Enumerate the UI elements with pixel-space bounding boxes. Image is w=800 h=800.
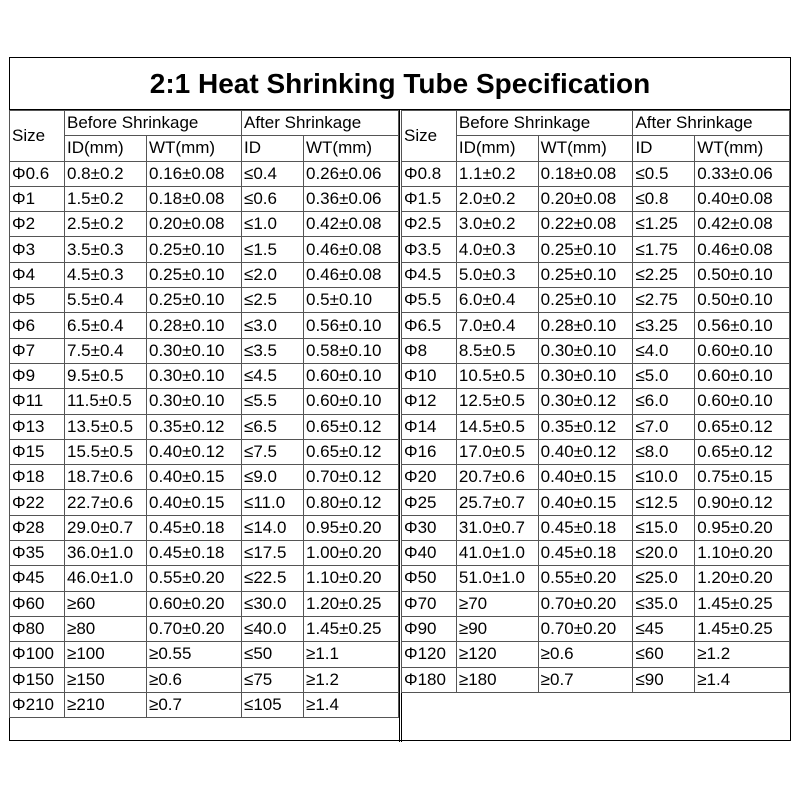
size-cell: Φ6	[10, 313, 65, 338]
after-wt-cell: 0.50±0.10	[695, 262, 790, 287]
table-row	[10, 616, 399, 641]
after-id-cell: ≤0.4	[242, 161, 304, 186]
before-wt-cell: 0.30±0.10	[538, 338, 633, 363]
before-wt-cell: 0.25±0.10	[538, 288, 633, 313]
after-wt-cell: ≥1.4	[304, 692, 399, 717]
after-id-cell: ≤0.6	[242, 186, 304, 211]
table-row	[10, 161, 399, 186]
table-row	[402, 515, 790, 540]
size-cell: Φ2.5	[402, 212, 457, 237]
after-wt-cell: 0.60±0.10	[695, 338, 790, 363]
size-cell: Φ18	[10, 465, 65, 490]
table-row	[402, 642, 790, 667]
before-wt-cell: 0.30±0.10	[147, 363, 242, 388]
table-row	[402, 667, 790, 692]
after-id-cell: ≤2.5	[242, 288, 304, 313]
after-wt-cell: 1.00±0.20	[304, 541, 399, 566]
size-cell: Φ120	[402, 642, 457, 667]
before-id-cell: 5.0±0.3	[456, 262, 538, 287]
size-header: Size	[10, 111, 65, 162]
before-id-cell: 2.0±0.2	[456, 186, 538, 211]
before-id-cell: 3.5±0.3	[65, 237, 147, 262]
subheader-row	[402, 136, 790, 161]
before-wt-cell: 0.20±0.08	[147, 212, 242, 237]
after-id-cell: ≤7.0	[633, 414, 695, 439]
after-wt-cell: 0.36±0.06	[304, 186, 399, 211]
table-row	[402, 439, 790, 464]
after-id-cell: ≤1.75	[633, 237, 695, 262]
after-wt-cell: 0.5±0.10	[304, 288, 399, 313]
before-id-cell: 8.5±0.5	[456, 338, 538, 363]
before-wt-cell: ≥0.55	[147, 642, 242, 667]
before-wt-cell: 0.60±0.20	[147, 591, 242, 616]
after-id-cell: ≤2.25	[633, 262, 695, 287]
before-id-cell: 6.5±0.4	[65, 313, 147, 338]
after-id-cell: ≤14.0	[242, 515, 304, 540]
after-id-header: ID	[633, 136, 695, 161]
before-id-cell: 7.5±0.4	[65, 338, 147, 363]
size-cell: Φ5	[10, 288, 65, 313]
after-wt-cell: ≥1.4	[695, 667, 790, 692]
after-id-cell: ≤6.0	[633, 389, 695, 414]
after-id-cell: ≤45	[633, 616, 695, 641]
before-wt-cell: 0.28±0.10	[147, 313, 242, 338]
after-id-cell: ≤4.0	[633, 338, 695, 363]
before-id-cell: ≥90	[456, 616, 538, 641]
after-wt-cell: 0.56±0.10	[695, 313, 790, 338]
after-id-cell: ≤0.8	[633, 186, 695, 211]
after-wt-cell: 0.50±0.10	[695, 288, 790, 313]
after-id-cell: ≤3.25	[633, 313, 695, 338]
table-row	[10, 363, 399, 388]
after-id-cell: ≤25.0	[633, 566, 695, 591]
after-id-cell: ≤3.5	[242, 338, 304, 363]
table-row	[402, 541, 790, 566]
before-wt-cell: ≥0.7	[147, 692, 242, 717]
size-cell: Φ3	[10, 237, 65, 262]
after-wt-cell: 0.58±0.10	[304, 338, 399, 363]
before-id-cell: ≥100	[65, 642, 147, 667]
before-id-header: ID(mm)	[456, 136, 538, 161]
before-wt-cell: 0.18±0.08	[538, 161, 633, 186]
size-cell: Φ25	[402, 490, 457, 515]
before-id-cell: 4.0±0.3	[456, 237, 538, 262]
size-cell: Φ4.5	[402, 262, 457, 287]
before-id-cell: ≥60	[65, 591, 147, 616]
after-wt-cell: 1.10±0.20	[304, 566, 399, 591]
after-wt-cell: 0.60±0.10	[304, 389, 399, 414]
size-cell: Φ1	[10, 186, 65, 211]
after-wt-cell: 0.60±0.10	[304, 363, 399, 388]
after-wt-cell: ≥1.2	[304, 667, 399, 692]
before-id-cell: 36.0±1.0	[65, 541, 147, 566]
before-id-cell: 51.0±1.0	[456, 566, 538, 591]
before-id-cell: 11.5±0.5	[65, 389, 147, 414]
after-id-cell: ≤5.0	[633, 363, 695, 388]
table-row	[10, 389, 399, 414]
before-id-cell: 20.7±0.6	[456, 465, 538, 490]
after-id-cell: ≤35.0	[633, 591, 695, 616]
after-id-cell: ≤10.0	[633, 465, 695, 490]
size-cell: Φ60	[10, 591, 65, 616]
after-id-cell: ≤9.0	[242, 465, 304, 490]
after-id-cell: ≤30.0	[242, 591, 304, 616]
after-id-cell: ≤2.0	[242, 262, 304, 287]
size-cell: Φ20	[402, 465, 457, 490]
before-wt-cell: 0.30±0.10	[538, 363, 633, 388]
table-row	[10, 439, 399, 464]
after-id-cell: ≤5.5	[242, 389, 304, 414]
before-id-cell: 17.0±0.5	[456, 439, 538, 464]
before-id-cell: 14.5±0.5	[456, 414, 538, 439]
before-id-cell: 25.7±0.7	[456, 490, 538, 515]
table-row	[10, 642, 399, 667]
before-id-cell: 22.7±0.6	[65, 490, 147, 515]
before-id-cell: ≥120	[456, 642, 538, 667]
size-cell: Φ14	[402, 414, 457, 439]
size-cell: Φ16	[402, 439, 457, 464]
before-id-cell: ≥70	[456, 591, 538, 616]
after-wt-cell: 0.70±0.12	[304, 465, 399, 490]
spec-sheet	[9, 57, 791, 741]
before-wt-cell: 0.45±0.18	[538, 541, 633, 566]
after-id-cell: ≤20.0	[633, 541, 695, 566]
before-wt-cell: 0.70±0.20	[538, 616, 633, 641]
before-wt-cell: 0.55±0.20	[147, 566, 242, 591]
before-wt-cell: 0.16±0.08	[147, 161, 242, 186]
before-id-cell: 13.5±0.5	[65, 414, 147, 439]
after-wt-cell: 0.95±0.20	[695, 515, 790, 540]
after-wt-cell: 0.40±0.08	[695, 186, 790, 211]
table-row	[10, 692, 399, 717]
size-cell: Φ28	[10, 515, 65, 540]
before-wt-cell: 0.45±0.18	[147, 541, 242, 566]
before-wt-cell: 0.30±0.12	[538, 389, 633, 414]
before-id-cell: 9.5±0.5	[65, 363, 147, 388]
size-header: Size	[402, 111, 457, 162]
before-id-cell: ≥210	[65, 692, 147, 717]
before-wt-cell: ≥0.7	[538, 667, 633, 692]
size-cell: Φ3.5	[402, 237, 457, 262]
before-wt-cell: 0.40±0.15	[147, 465, 242, 490]
before-wt-cell: 0.25±0.10	[538, 262, 633, 287]
table-row	[10, 237, 399, 262]
before-wt-cell: 0.30±0.10	[147, 338, 242, 363]
table-row	[10, 313, 399, 338]
before-id-cell: 18.7±0.6	[65, 465, 147, 490]
before-wt-cell: 0.18±0.08	[147, 186, 242, 211]
before-wt-header: WT(mm)	[147, 136, 242, 161]
after-wt-cell: 0.65±0.12	[695, 439, 790, 464]
before-id-cell: 29.0±0.7	[65, 515, 147, 540]
before-wt-cell: 0.25±0.10	[147, 262, 242, 287]
after-wt-cell: 0.80±0.12	[304, 490, 399, 515]
before-id-cell: ≥150	[65, 667, 147, 692]
table-row	[10, 288, 399, 313]
after-id-header: ID	[242, 136, 304, 161]
size-cell: Φ40	[402, 541, 457, 566]
after-wt-cell: 0.75±0.15	[695, 465, 790, 490]
before-id-cell: 7.0±0.4	[456, 313, 538, 338]
after-wt-cell: ≥1.1	[304, 642, 399, 667]
table-row	[402, 566, 790, 591]
table-row	[402, 212, 790, 237]
table-row	[10, 465, 399, 490]
table-row	[10, 515, 399, 540]
table-row	[10, 338, 399, 363]
after-wt-cell: 0.26±0.06	[304, 161, 399, 186]
size-cell: Φ2	[10, 212, 65, 237]
table-row	[10, 667, 399, 692]
table-row	[402, 616, 790, 641]
table-row	[402, 288, 790, 313]
before-wt-cell: 0.30±0.10	[147, 389, 242, 414]
before-shrinkage-header: Before Shrinkage	[456, 111, 633, 136]
spec-table-left	[9, 110, 399, 718]
after-wt-cell: 1.20±0.25	[304, 591, 399, 616]
size-cell: Φ70	[402, 591, 457, 616]
table-row	[10, 566, 399, 591]
after-shrinkage-header: After Shrinkage	[242, 111, 399, 136]
header-row	[402, 111, 790, 136]
after-id-cell: ≤75	[242, 667, 304, 692]
before-id-cell: 5.5±0.4	[65, 288, 147, 313]
before-wt-cell: ≥0.6	[538, 642, 633, 667]
size-cell: Φ45	[10, 566, 65, 591]
after-id-cell: ≤7.5	[242, 439, 304, 464]
before-id-cell: 1.5±0.2	[65, 186, 147, 211]
before-id-cell: 0.8±0.2	[65, 161, 147, 186]
after-wt-cell: 0.60±0.10	[695, 363, 790, 388]
after-wt-cell: 0.65±0.12	[304, 414, 399, 439]
size-cell: Φ8	[402, 338, 457, 363]
after-id-cell: ≤12.5	[633, 490, 695, 515]
page-title: 2:1 Heat Shrinking Tube Specification	[10, 58, 790, 110]
table-row	[10, 414, 399, 439]
size-cell: Φ1.5	[402, 186, 457, 211]
before-wt-cell: 0.25±0.10	[147, 288, 242, 313]
size-cell: Φ0.8	[402, 161, 457, 186]
before-wt-cell: 0.70±0.20	[538, 591, 633, 616]
before-wt-cell: 0.28±0.10	[538, 313, 633, 338]
before-id-cell: 4.5±0.3	[65, 262, 147, 287]
after-wt-header: WT(mm)	[695, 136, 790, 161]
table-row	[402, 338, 790, 363]
after-id-cell: ≤2.75	[633, 288, 695, 313]
after-wt-cell: 0.42±0.08	[304, 212, 399, 237]
after-wt-cell: 1.45±0.25	[304, 616, 399, 641]
size-cell: Φ90	[402, 616, 457, 641]
subheader-row	[10, 136, 399, 161]
table-row	[10, 591, 399, 616]
before-wt-cell: 0.20±0.08	[538, 186, 633, 211]
after-wt-cell: 0.60±0.10	[695, 389, 790, 414]
after-id-cell: ≤4.5	[242, 363, 304, 388]
size-cell: Φ5.5	[402, 288, 457, 313]
table-row	[402, 363, 790, 388]
table-row	[10, 490, 399, 515]
after-wt-cell: 0.65±0.12	[304, 439, 399, 464]
size-cell: Φ13	[10, 414, 65, 439]
after-id-cell: ≤6.5	[242, 414, 304, 439]
before-wt-cell: 0.35±0.12	[147, 414, 242, 439]
after-wt-cell: 1.20±0.20	[695, 566, 790, 591]
size-cell: Φ4	[10, 262, 65, 287]
table-row	[402, 591, 790, 616]
after-id-cell: ≤3.0	[242, 313, 304, 338]
before-id-header: ID(mm)	[65, 136, 147, 161]
before-wt-cell: 0.70±0.20	[147, 616, 242, 641]
before-id-cell: 6.0±0.4	[456, 288, 538, 313]
before-id-cell: 46.0±1.0	[65, 566, 147, 591]
after-wt-cell: 0.42±0.08	[695, 212, 790, 237]
before-id-cell: ≥80	[65, 616, 147, 641]
table-row	[402, 262, 790, 287]
before-id-cell: 31.0±0.7	[456, 515, 538, 540]
before-wt-cell: 0.25±0.10	[538, 237, 633, 262]
spec-table-right	[401, 110, 790, 693]
size-cell: Φ7	[10, 338, 65, 363]
before-id-cell: 2.5±0.2	[65, 212, 147, 237]
before-id-cell: 12.5±0.5	[456, 389, 538, 414]
before-shrinkage-header: Before Shrinkage	[65, 111, 242, 136]
after-wt-cell: 0.33±0.06	[695, 161, 790, 186]
table-row	[10, 212, 399, 237]
table-row	[402, 414, 790, 439]
table-row	[402, 490, 790, 515]
after-id-cell: ≤1.5	[242, 237, 304, 262]
size-cell: Φ12	[402, 389, 457, 414]
after-id-cell: ≤0.5	[633, 161, 695, 186]
after-wt-cell: 1.45±0.25	[695, 616, 790, 641]
before-wt-cell: 0.35±0.12	[538, 414, 633, 439]
header-row	[10, 111, 399, 136]
after-wt-cell: 1.10±0.20	[695, 541, 790, 566]
after-id-cell: ≤8.0	[633, 439, 695, 464]
before-id-cell: 41.0±1.0	[456, 541, 538, 566]
table-row	[402, 465, 790, 490]
after-id-cell: ≤50	[242, 642, 304, 667]
after-wt-cell: 1.45±0.25	[695, 591, 790, 616]
before-id-cell: 15.5±0.5	[65, 439, 147, 464]
size-cell: Φ15	[10, 439, 65, 464]
table-row	[402, 313, 790, 338]
table-row	[402, 161, 790, 186]
size-cell: Φ80	[10, 616, 65, 641]
size-cell: Φ30	[402, 515, 457, 540]
before-id-cell: 3.0±0.2	[456, 212, 538, 237]
after-id-cell: ≤11.0	[242, 490, 304, 515]
before-wt-cell: 0.40±0.15	[147, 490, 242, 515]
table-row	[10, 262, 399, 287]
before-wt-cell: 0.45±0.18	[147, 515, 242, 540]
before-wt-cell: 0.25±0.10	[147, 237, 242, 262]
after-wt-cell: 0.90±0.12	[695, 490, 790, 515]
after-id-cell: ≤17.5	[242, 541, 304, 566]
table-row	[10, 186, 399, 211]
before-wt-cell: 0.40±0.12	[147, 439, 242, 464]
before-wt-cell: 0.40±0.15	[538, 490, 633, 515]
before-id-cell: 1.1±0.2	[456, 161, 538, 186]
before-wt-cell: 0.45±0.18	[538, 515, 633, 540]
table-row	[402, 389, 790, 414]
after-wt-cell: 0.95±0.20	[304, 515, 399, 540]
size-cell: Φ50	[402, 566, 457, 591]
after-id-cell: ≤60	[633, 642, 695, 667]
after-id-cell: ≤15.0	[633, 515, 695, 540]
after-id-cell: ≤1.0	[242, 212, 304, 237]
before-wt-cell: 0.22±0.08	[538, 212, 633, 237]
before-id-cell: ≥180	[456, 667, 538, 692]
size-cell: Φ9	[10, 363, 65, 388]
after-wt-cell: 0.46±0.08	[304, 237, 399, 262]
size-cell: Φ150	[10, 667, 65, 692]
after-wt-cell: 0.56±0.10	[304, 313, 399, 338]
size-cell: Φ35	[10, 541, 65, 566]
after-id-cell: ≤22.5	[242, 566, 304, 591]
size-cell: Φ11	[10, 389, 65, 414]
before-wt-header: WT(mm)	[538, 136, 633, 161]
after-wt-cell: ≥1.2	[695, 642, 790, 667]
after-id-cell: ≤90	[633, 667, 695, 692]
after-shrinkage-header: After Shrinkage	[633, 111, 790, 136]
size-cell: Φ210	[10, 692, 65, 717]
size-cell: Φ0.6	[10, 161, 65, 186]
size-cell: Φ180	[402, 667, 457, 692]
after-id-cell: ≤1.25	[633, 212, 695, 237]
before-wt-cell: 0.40±0.12	[538, 439, 633, 464]
after-id-cell: ≤40.0	[242, 616, 304, 641]
before-wt-cell: 0.40±0.15	[538, 465, 633, 490]
before-wt-cell: ≥0.6	[147, 667, 242, 692]
after-id-cell: ≤105	[242, 692, 304, 717]
after-wt-cell: 0.46±0.08	[695, 237, 790, 262]
size-cell: Φ10	[402, 363, 457, 388]
table-row	[10, 541, 399, 566]
before-wt-cell: 0.55±0.20	[538, 566, 633, 591]
after-wt-cell: 0.46±0.08	[304, 262, 399, 287]
table-row	[402, 237, 790, 262]
before-id-cell: 10.5±0.5	[456, 363, 538, 388]
size-cell: Φ6.5	[402, 313, 457, 338]
after-wt-cell: 0.65±0.12	[695, 414, 790, 439]
after-wt-header: WT(mm)	[304, 136, 399, 161]
size-cell: Φ22	[10, 490, 65, 515]
table-row	[402, 186, 790, 211]
size-cell: Φ100	[10, 642, 65, 667]
